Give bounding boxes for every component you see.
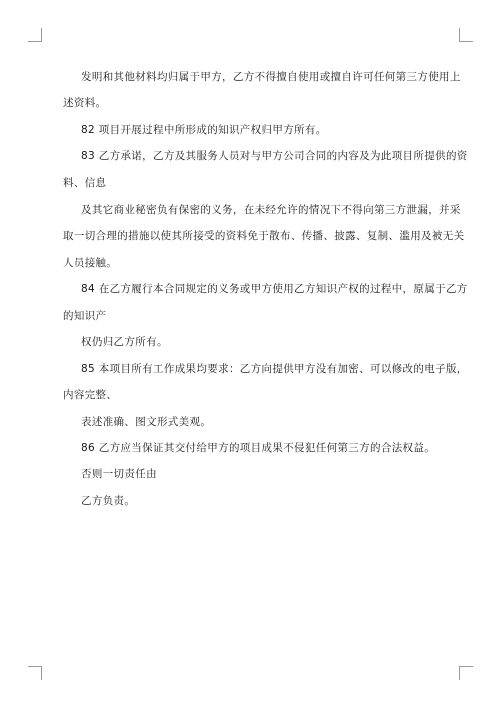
text-line: 权仍归乙方所有。 [81, 336, 168, 348]
text-line: 的知识产 [63, 310, 107, 322]
text-line: 86 乙方应当保证其交付给甲方的项目成果不侵犯任何第三方的合法权益。 [81, 442, 436, 454]
text-line: 乙方负责。 [81, 495, 136, 507]
text-line: 85 本项目所有工作成果均要求：乙方向提供甲方没有加密、可以修改的电子版， [81, 363, 468, 375]
text-line: 表述准确、图文形式美观。 [81, 416, 212, 428]
text-line: 料、信息 [63, 177, 107, 189]
text-line: 及其它商业秘密负有保密的义务，在未经允许的情况下不得向第三方泄漏，并采 [81, 204, 461, 216]
text-line: 82 项目开展过程中所形成的知识产权归甲方所有。 [81, 124, 327, 136]
crop-mark-top-right [459, 28, 473, 42]
crop-mark-bottom-left [28, 666, 42, 680]
crop-mark-top-left [28, 28, 42, 42]
text-line: 取一切合理的措施以使其所接受的资料免于散布、传播、披露、复制、滥用及被无关 [63, 230, 465, 242]
text-line: 84 在乙方履行本合同规定的义务或甲方使用乙方知识产权的过程中，原属于乙方 [81, 283, 468, 295]
text-line: 否则一切责任由 [81, 468, 157, 480]
text-line: 发明和其他材料均归属于甲方，乙方不得擅自使用或擅自许可任何第三方使用上 [81, 71, 461, 83]
text-line: 内容完整、 [63, 389, 118, 401]
text-line: 83 乙方承诺，乙方及其服务人员对与甲方公司合同的内容及为此项目所提供的资 [81, 150, 468, 162]
crop-mark-bottom-right [459, 666, 473, 680]
text-line: 人员接触。 [63, 257, 118, 269]
text-line: 述资料。 [63, 97, 107, 109]
